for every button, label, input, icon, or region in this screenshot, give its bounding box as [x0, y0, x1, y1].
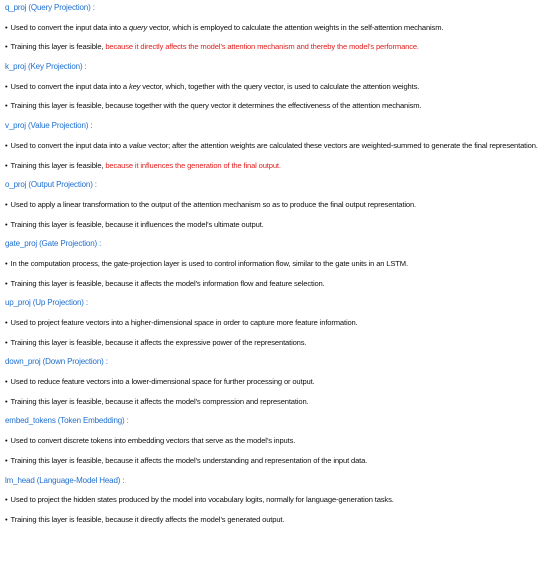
bullet-icon: • [5, 514, 8, 524]
bullet-text: Used to reduce feature vectors into a lower-dimensional space for further processing or output. [10, 377, 315, 387]
emphasis-text: query [128, 22, 148, 32]
bullet-icon: • [5, 396, 8, 406]
section-heading-lm-head: lm_head (Language-Model Head) : [5, 475, 125, 485]
emphasis-text: value [128, 140, 147, 150]
bullet-item [5, 199, 545, 211]
bullet-item [5, 160, 545, 172]
bullet-icon: • [5, 42, 8, 52]
bullet-text: Training this layer is feasible, [10, 42, 106, 52]
highlighted-text: because it directly affects the model’s attention mechanism and thereby the model’s performance. [105, 42, 419, 52]
bullet-icon: • [5, 455, 8, 465]
bullet-text: In the computation process, the gate-projection layer is used to control information flow, similar to the gate units in an LSTM. [10, 258, 408, 268]
bullet-text: Used to apply a linear transformation to the output of the attention mechanism so as to produce the final output representation. [10, 199, 416, 209]
bullet-icon: • [5, 219, 8, 229]
section-heading-q-proj: q_proj (Query Projection) : [5, 3, 95, 12]
bullet-text: Training this layer is feasible, because it directly affects the model’s generated output. [10, 514, 285, 524]
bullet-item [5, 337, 545, 349]
bullet-text: Used to convert discrete tokens into embedding vectors that serve as the model’s inputs. [10, 436, 296, 446]
bullet-text: Used to convert the input data into a [10, 81, 129, 91]
bullet-text: Training this layer is feasible, [10, 160, 106, 170]
bullet-icon: • [5, 199, 8, 209]
section-heading-k-proj: k_proj (Key Projection) : [5, 62, 87, 72]
bullet-text: vector, which, together with the query vector, is used to calculate the attention weights. [140, 81, 420, 91]
bullet-icon: • [5, 22, 8, 32]
bullet-text: Training this layer is feasible, because together with the query vector it determines the effectiveness of the attention mechanism. [10, 101, 422, 111]
bullet-icon: • [5, 81, 8, 91]
bullet-text: Used to project the hidden states produced by the model into vocabulary logits, normally for language-generation tasks. [10, 495, 394, 505]
bullet-text: Used to convert the input data into a [10, 140, 129, 150]
bullet-icon: • [5, 160, 8, 170]
bullet-item [5, 81, 545, 93]
bullet-icon: • [5, 318, 8, 327]
bullet-item [5, 41, 545, 53]
bullet-text: Training this layer is feasible, because it affects the model’s information flow and feature selection. [10, 278, 325, 288]
emphasis-text: key [128, 81, 141, 91]
section-heading-o-proj: o_proj (Output Projection) : [5, 180, 97, 190]
bullet-icon: • [5, 258, 8, 268]
bullet-icon: • [5, 337, 8, 347]
bullet-item [5, 396, 545, 408]
bullet-icon: • [5, 101, 8, 111]
bullet-text: Used to project feature vectors into a higher-dimensional space in order to capture more feature information. [10, 318, 358, 327]
section-heading-up-proj: up_proj (Up Projection) : [5, 298, 88, 308]
bullet-item [5, 435, 545, 447]
bullet-item [5, 278, 545, 290]
bullet-text: vector, which is employed to calculate the attention weights in the self-attention mechanism. [147, 22, 444, 32]
bullet-item [5, 494, 545, 506]
bullet-icon: • [5, 278, 8, 288]
bullet-icon: • [5, 495, 8, 505]
bullet-text: Training this layer is feasible, because it affects the expressive power of the representations. [10, 337, 307, 347]
bullet-item [5, 455, 545, 467]
bullet-icon: • [5, 140, 8, 150]
highlighted-text: because it influences the generation of the final output. [105, 160, 281, 170]
bullet-item [5, 22, 545, 34]
bullet-text: Training this layer is feasible, because it influences the model’s ultimate output. [10, 219, 264, 229]
bullet-item [5, 514, 545, 526]
bullet-item [5, 376, 545, 388]
section-heading-gate-proj: gate_proj (Gate Projection) : [5, 239, 102, 249]
bullet-icon: • [5, 436, 8, 446]
bullet-item [5, 140, 545, 152]
bullet-item [5, 317, 545, 329]
bullet-icon: • [5, 377, 8, 387]
bullet-text: Training this layer is feasible, because it affects the model’s understanding and representation of the input data. [10, 455, 368, 465]
section-heading-v-proj: v_proj (Value Projection) : [5, 121, 93, 131]
bullet-item [5, 258, 545, 270]
bullet-item [5, 100, 545, 112]
section-heading-down-proj: down_proj (Down Projection) : [5, 357, 108, 367]
bullet-item [5, 219, 545, 231]
bullet-text: Training this layer is feasible, because it affects the model’s compression and representation. [10, 396, 309, 406]
bullet-text: vector; after the attention weights are calculated these vectors are weighted-summed to generate the final representation. [146, 140, 538, 150]
document-body [5, 2, 545, 534]
bullet-text: Used to convert the input data into a [10, 22, 129, 32]
section-heading-embed-tokens: embed_tokens (Token Embedding) : [5, 416, 129, 426]
